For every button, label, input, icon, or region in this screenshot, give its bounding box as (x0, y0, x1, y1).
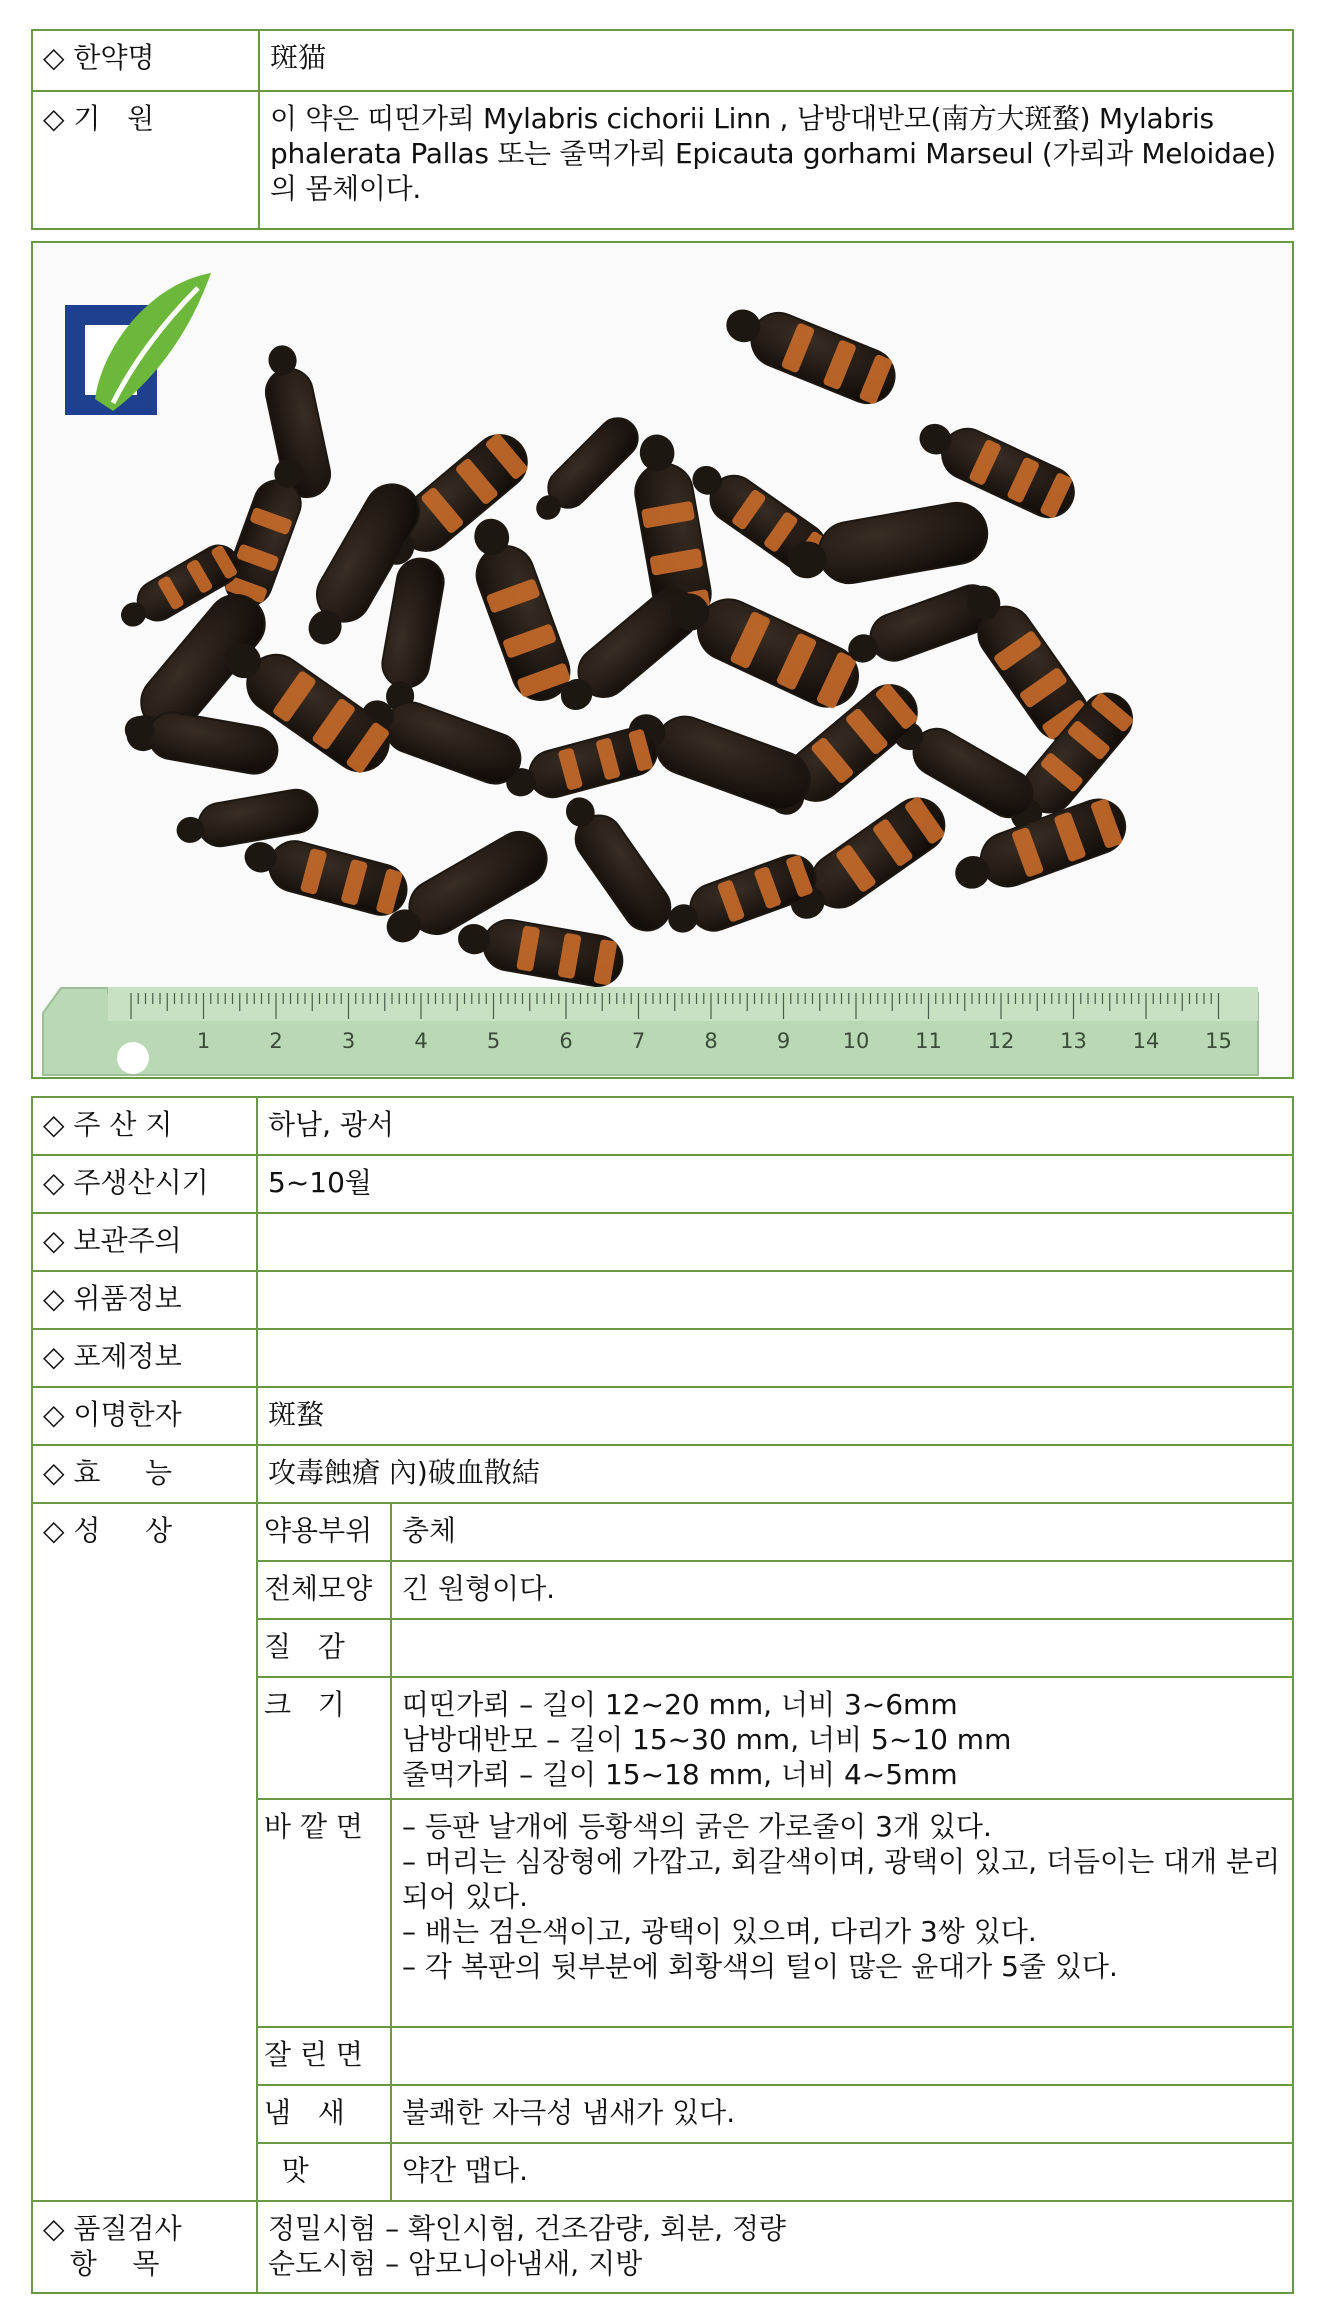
ruler-number: 14 (1132, 1029, 1160, 1053)
ruler-number: 15 (1205, 1029, 1232, 1053)
alias-value: 斑蝥 (257, 1387, 1293, 1445)
herb-name-label: ◇ 한약명 (32, 30, 259, 91)
ruler (43, 987, 1258, 1075)
ruler-number: 11 (915, 1029, 942, 1053)
origin-label: ◇ 기 원 (32, 91, 259, 229)
size-value: 띠띤가뢰 – 길이 12~20 mm, 너비 3~6mm 남방대반모 – 길이 15~30 mm, 너비 5~10 mm 줄먹가뢰 – 길이 15~18 mm, 너비 4~5mm (391, 1677, 1293, 1799)
ruler-number: 8 (704, 1029, 718, 1053)
details-table (31, 1096, 1294, 2294)
season-value: 5~10월 (257, 1155, 1293, 1213)
counterfeit-label: ◇ 위품정보 (32, 1271, 257, 1329)
storage-value (257, 1213, 1293, 1271)
ruler-number: 6 (559, 1029, 573, 1053)
region-value: 하남, 광서 (257, 1097, 1293, 1155)
herb-name-value: 斑猫 (259, 30, 1293, 91)
ruler-number: 1 (196, 1029, 211, 1053)
texture-label: 질 감 (257, 1619, 391, 1677)
header-table (31, 29, 1294, 230)
ruler-number: 4 (414, 1029, 428, 1053)
part-value: 충체 (391, 1503, 1293, 1561)
ruler-number: 2 (269, 1029, 283, 1053)
region-label: ◇ 주 산 지 (32, 1097, 257, 1155)
smell-value: 불쾌한 자극성 냄새가 있다. (391, 2085, 1293, 2143)
shape-label: 전체모양 (257, 1561, 391, 1619)
storage-label: ◇ 보관주의 (32, 1213, 257, 1271)
ruler-number: 12 (987, 1029, 1015, 1053)
counterfeit-value (257, 1271, 1293, 1329)
ruler-number: 7 (631, 1029, 646, 1053)
texture-value (391, 1619, 1293, 1677)
quality-label: ◇ 품질검사 항 목 (32, 2201, 257, 2293)
ruler-number: 9 (776, 1029, 791, 1053)
ruler-number: 3 (341, 1029, 356, 1053)
cut-value (391, 2027, 1293, 2085)
specimen-photo (31, 241, 1294, 1079)
ruler-number: 10 (842, 1029, 870, 1053)
shape-value: 긴 원형이다. (391, 1561, 1293, 1619)
effect-label: ◇ 효 능 (32, 1445, 257, 1503)
size-label: 크 기 (257, 1677, 391, 1799)
processing-label: ◇ 포제정보 (32, 1329, 257, 1387)
smell-label: 냄 새 (257, 2085, 391, 2143)
taste-label: 맛 (257, 2143, 391, 2201)
properties-label: ◇ 성 상 (32, 1503, 257, 2201)
quality-value: 정밀시험 – 확인시험, 건조감량, 회분, 정량 순도시험 – 암모니아냄새, 지방 (257, 2201, 1293, 2293)
part-label: 약용부위 (257, 1503, 391, 1561)
ruler-number: 13 (1060, 1029, 1087, 1053)
processing-value (257, 1329, 1293, 1387)
surface-label: 바 깥 면 (257, 1799, 391, 2027)
origin-value: 이 약은 띠띤가뢰 Mylabris cichorii Linn , 남방대반모(南方大斑蝥) Mylabris phalerata Pallas 또는 줄먹가뢰 Epicauta gorhami Marseul (가뢰과 Meloidae)의 몸체이다. (259, 91, 1293, 229)
ruler-number: 5 (486, 1029, 501, 1053)
season-label: ◇ 주생산시기 (32, 1155, 257, 1213)
effect-value: 攻毒蝕瘡 內)破血散結 (257, 1445, 1293, 1503)
cut-label: 잘 린 면 (257, 2027, 391, 2085)
taste-value: 약간 맵다. (391, 2143, 1293, 2201)
alias-label: ◇ 이명한자 (32, 1387, 257, 1445)
surface-value: – 등판 날개에 등황색의 굵은 가로줄이 3개 있다. – 머리는 심장형에 가깝고, 회갈색이며, 광택이 있고, 더듬이는 대개 분리되어 있다. – 배는 검은색이고, 광택이 있으며, 다리가 3쌍 있다. – 각 복판의 뒷부분에 회황색의 털이 많은 윤대가 5줄 있다. (391, 1799, 1293, 2027)
